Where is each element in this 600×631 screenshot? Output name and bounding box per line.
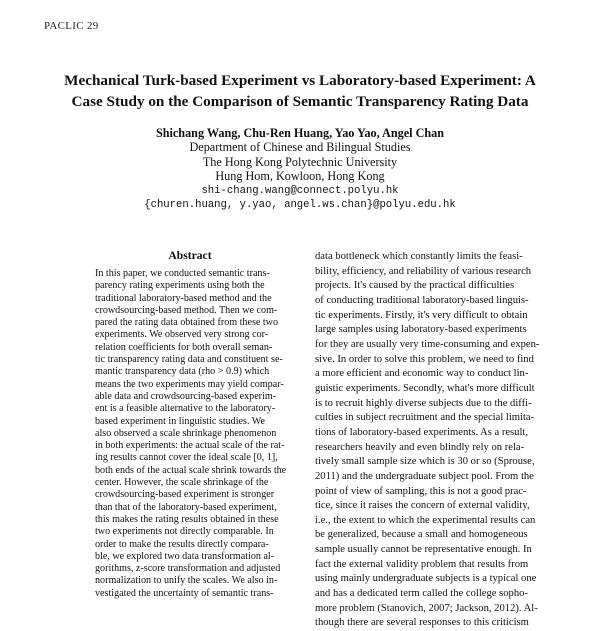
text-line: means the two experiments may yield compar- [95, 378, 284, 390]
text-line: of conducting traditional laboratory-based linguis- [315, 294, 529, 306]
text-line: bility, efficiency, and reliability of various research [315, 265, 532, 277]
email-primary: shi-chang.wang@connect.polyu.hk [201, 184, 399, 197]
text-line: gorithms, z-score transformation and adjusted [95, 563, 281, 575]
text-line: projects. It's caused by the practical difficulties [315, 280, 515, 292]
title-line-1: Mechanical Turk-based Experiment vs Laboratory-based Experiment: A [64, 72, 536, 89]
text-line: relation coefficients for both overall seman- [95, 341, 273, 353]
text-line: and has a dedicated term called the college sopho- [315, 588, 528, 600]
text-line: this makes the rating results obtained in these [95, 513, 279, 525]
text-line: sample usually cannot be representative enough. In [315, 544, 532, 556]
text-line: though there are several responses to this criticism [315, 617, 529, 629]
university: The Hong Kong Polytechnic University [202, 154, 398, 169]
text-line: able data and crowdsourcing-based experim- [95, 390, 277, 402]
text-line: tic transparency rating data and constituent se- [95, 354, 283, 366]
text-line: traditional laboratory-based method and the [95, 292, 272, 304]
text-line: culties in subject recruitment and the special limita- [315, 412, 535, 424]
text-line: ing results cannot cover the ideal scale [0, 1], [95, 452, 278, 464]
text-line: be generalized, because a small and homogeneous [315, 529, 528, 541]
text-line: ble, we explored two data transformation al- [95, 550, 275, 562]
text-line: guistic experiments. Secondly, what's more difficult [315, 382, 535, 394]
text-line: In this paper, we conducted semantic trans- [95, 268, 270, 279]
text-line: large samples using laboratory-based experiments [315, 324, 527, 336]
text-line: more problem (Stanovich, 2007; Jackson, 2012). Al- [315, 602, 538, 614]
affiliation-block [40, 140, 560, 213]
text-line: ent is a feasible alternative to the laboratory- [95, 403, 276, 415]
text-line: than that of the laboratory-based experiment, [95, 501, 277, 513]
text-line: i.e., the extent to which the experimental results can [315, 514, 536, 526]
text-line: for they are usually very time-consuming and expen- [315, 338, 540, 350]
text-line: a more efficient and economic way to conduct lin- [315, 368, 529, 380]
paper-title [40, 70, 560, 112]
text-line: data bottleneck which constantly limits the feasi- [315, 251, 523, 262]
text-line: mantic transparency data (rho > 0.9) which [95, 366, 270, 378]
text-line: crowdsourcing-based method. Then we com- [95, 304, 278, 316]
text-line: point of view of sampling, this is not a good prac- [315, 485, 527, 497]
abstract-heading: Abstract [168, 249, 212, 262]
text-line: order to make the results directly compara- [95, 538, 269, 550]
text-line: experiments. We observed very strong cor- [95, 329, 269, 341]
text-line: using mainly undergraduate subjects is a typical one [315, 573, 537, 585]
abstract-text [95, 268, 287, 600]
text-line: fact the external validity problem that results from [315, 558, 529, 570]
text-line: tic experiments. Firstly, it's very difficult to obtain [315, 309, 528, 321]
text-line: parency rating experiments using both the [95, 280, 265, 292]
text-line: center. However, the scale shrinkage of the [95, 477, 269, 489]
text-line: sive. In order to solve this problem, we need to find [315, 353, 534, 365]
text-line: tions of laboratory-based experiments. As a result, [315, 426, 528, 438]
text-line: tively small sample size which is 30 or so (Sprouse, [315, 456, 535, 468]
text-line: based experiment in linguistic studies. We [95, 415, 266, 427]
text-line: 2011) and the undergraduate subject pool. From the [315, 470, 534, 482]
email-group: {churen.huang, y.yao, angel.ws.chan}@polyu.edu.hk [144, 199, 456, 212]
text-line: researchers heavily and even blindly rely on rela- [315, 441, 525, 453]
text-line: both ends of the actual scale shrink towards the [95, 464, 287, 476]
running-header: PACLIC 29 [44, 20, 99, 32]
author-list: Shichang Wang, Chu-Ren Huang, Yao Yao, Angel Chan [155, 126, 445, 140]
text-line: vestigated the uncertainty of semantic trans- [95, 587, 274, 599]
text-line: tice, since it raises the concern of external validity, [315, 500, 530, 512]
text-line: crowdsourcing-based experiment is stronger [95, 489, 275, 501]
location: Hung Hom, Kowloon, Hong Kong [215, 169, 385, 184]
title-line-2: Case Study on the Comparison of Semantic Transparency Rating Data [71, 93, 529, 110]
text-line: pared the rating data obtained from these two [95, 317, 279, 329]
text-line: also observed a scale shrinkage phenomenon [95, 427, 277, 439]
body-column-right [315, 250, 555, 631]
text-line: is to recruit highly diverse subjects due to the diffi- [315, 397, 532, 409]
text-line: normalization to unify the scales. We also in- [95, 575, 278, 587]
text-line: two experiments not directly comparable. In [95, 526, 274, 538]
department: Department of Chinese and Bilingual Studies [189, 140, 411, 154]
text-line: in both experiments: the actual scale of the rat- [95, 440, 285, 452]
